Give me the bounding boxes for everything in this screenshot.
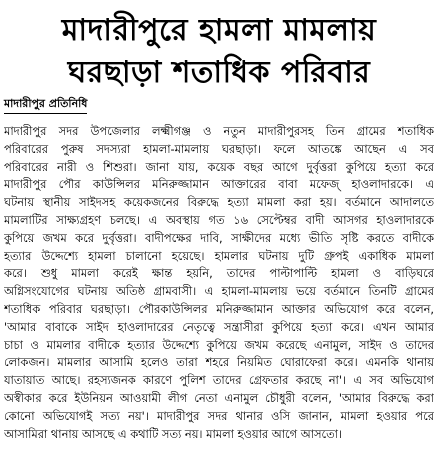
byline: মাদারীপুর প্রতিনিধি xyxy=(4,97,87,114)
body-line: কুপিয়ে জখম করে দুর্বৃত্তরা। বাদীপক্ষের দাবি, সাক্ষীদের মধ্যে ভীতি সৃষ্টি করতে বাদীকে xyxy=(4,230,434,245)
body-line: চাচা ও মামলার বাদীকে হত্যার উদ্দেশ্যে কুপিয়ে জখম করেছে এনামুল, সাইদ ও তাদের xyxy=(4,337,434,352)
body-line: 'আমার বাবাকে সাইদ হাওলাদারের নেতৃত্বে সন্ত্রাসীরা কুপিয়ে হত্যা করে। এখন আমার xyxy=(4,319,434,334)
body-line: যাতায়াত আছে। রহস্যজনক কারণে পুলিশ তাদের গ্রেফতার করছে না'। এ সব অভিযোগ xyxy=(4,373,434,388)
headline-line-1: মাদারীপুরে হামলা মামলায় xyxy=(61,13,377,48)
body-line: কোনো অভিযোগই সত্য নয়'। মাদারীপুর সদর থানার ওসি জানান, মামলা হওয়ার পরে xyxy=(4,408,434,423)
body-line: ঘটনায় স্থানীয় সাইদসহ কয়েকজনের বিরুদ্ধে হত্যা মামলা করা হয়। বর্তমানে আদালতে xyxy=(4,195,434,210)
body-line: মাদারীপুর সদর উপজেলার লক্ষ্মীগঞ্জ ও নতুন মাদারীপুরসহ তিন গ্রামের শতাধিক xyxy=(4,124,434,138)
body-line: পরিবারের নারী ও শিশুরা। জানা যায়, কয়েক বছর আগে দুর্বৃত্তরা কুপিয়ে হত্যা করে xyxy=(4,159,434,174)
body-line: হত্যার উদ্দেশ্যে হামলা চালানো হয়েছে। হামলার ঘটনায় দুটি গ্রুপই একাধিক মামলা xyxy=(4,248,434,263)
article-body xyxy=(4,123,434,443)
headline-line-2: ঘরছাড়া শতাধিক পরিবার xyxy=(67,55,371,90)
body-line: মাদারীপুর পৌর কাউন্সিলর মনিরুজ্জামান আক্তারের বাবা মফেজ্ হাওলাদারকে। এ xyxy=(4,177,434,192)
body-line: মামলাটির সাক্ষ্যগ্রহণ চলছে। এ অবস্থায় গত ১৬ সেপ্টেম্বর বাদী আসগর হাওলাদারকে xyxy=(4,212,434,227)
body-line: আসামিরা থানায় আসছে এ কথাটি সত্য নয়। মামলা হওয়ার আগে আসতো। xyxy=(4,426,343,441)
body-line: অস্বীকার করে ইউনিয়ন আওয়ামী লীগ নেতা এনামুল চৌধুরী বলেন, 'আমার বিরুদ্ধে করা xyxy=(4,390,434,405)
body-line: পরিবারের পুরুষ সদস্যরা হামলা-মামলায় ঘরছাড়া। ফলে আতঙ্কে আছেন এ সব xyxy=(4,141,434,156)
body-line: করে। শুধু মামলা করেই ক্ষান্ত হয়নি, তাদের পাল্টাপাল্টি হামলা ও বাড়িঘরে xyxy=(4,266,434,281)
body-line: লোকজন। মামলার আসামি হলেও তারা শহরে নিয়মিত ঘোরাফেরা করে। এমনকি থানায় xyxy=(4,355,434,370)
body-line: অগ্নিসংযোগের ঘটনায় অতিষ্ঠ গ্রামবাসী। এ হামলা-মামলায় ভয়ে বর্তমানে তিনটি গ্রামের xyxy=(4,284,434,299)
body-line: শতাধিক পরিবার ঘরছাড়া। পৌরকাউন্সিলর মনিরুজ্জামান আক্তার অভিযোগ করে বলেন, xyxy=(4,301,434,316)
